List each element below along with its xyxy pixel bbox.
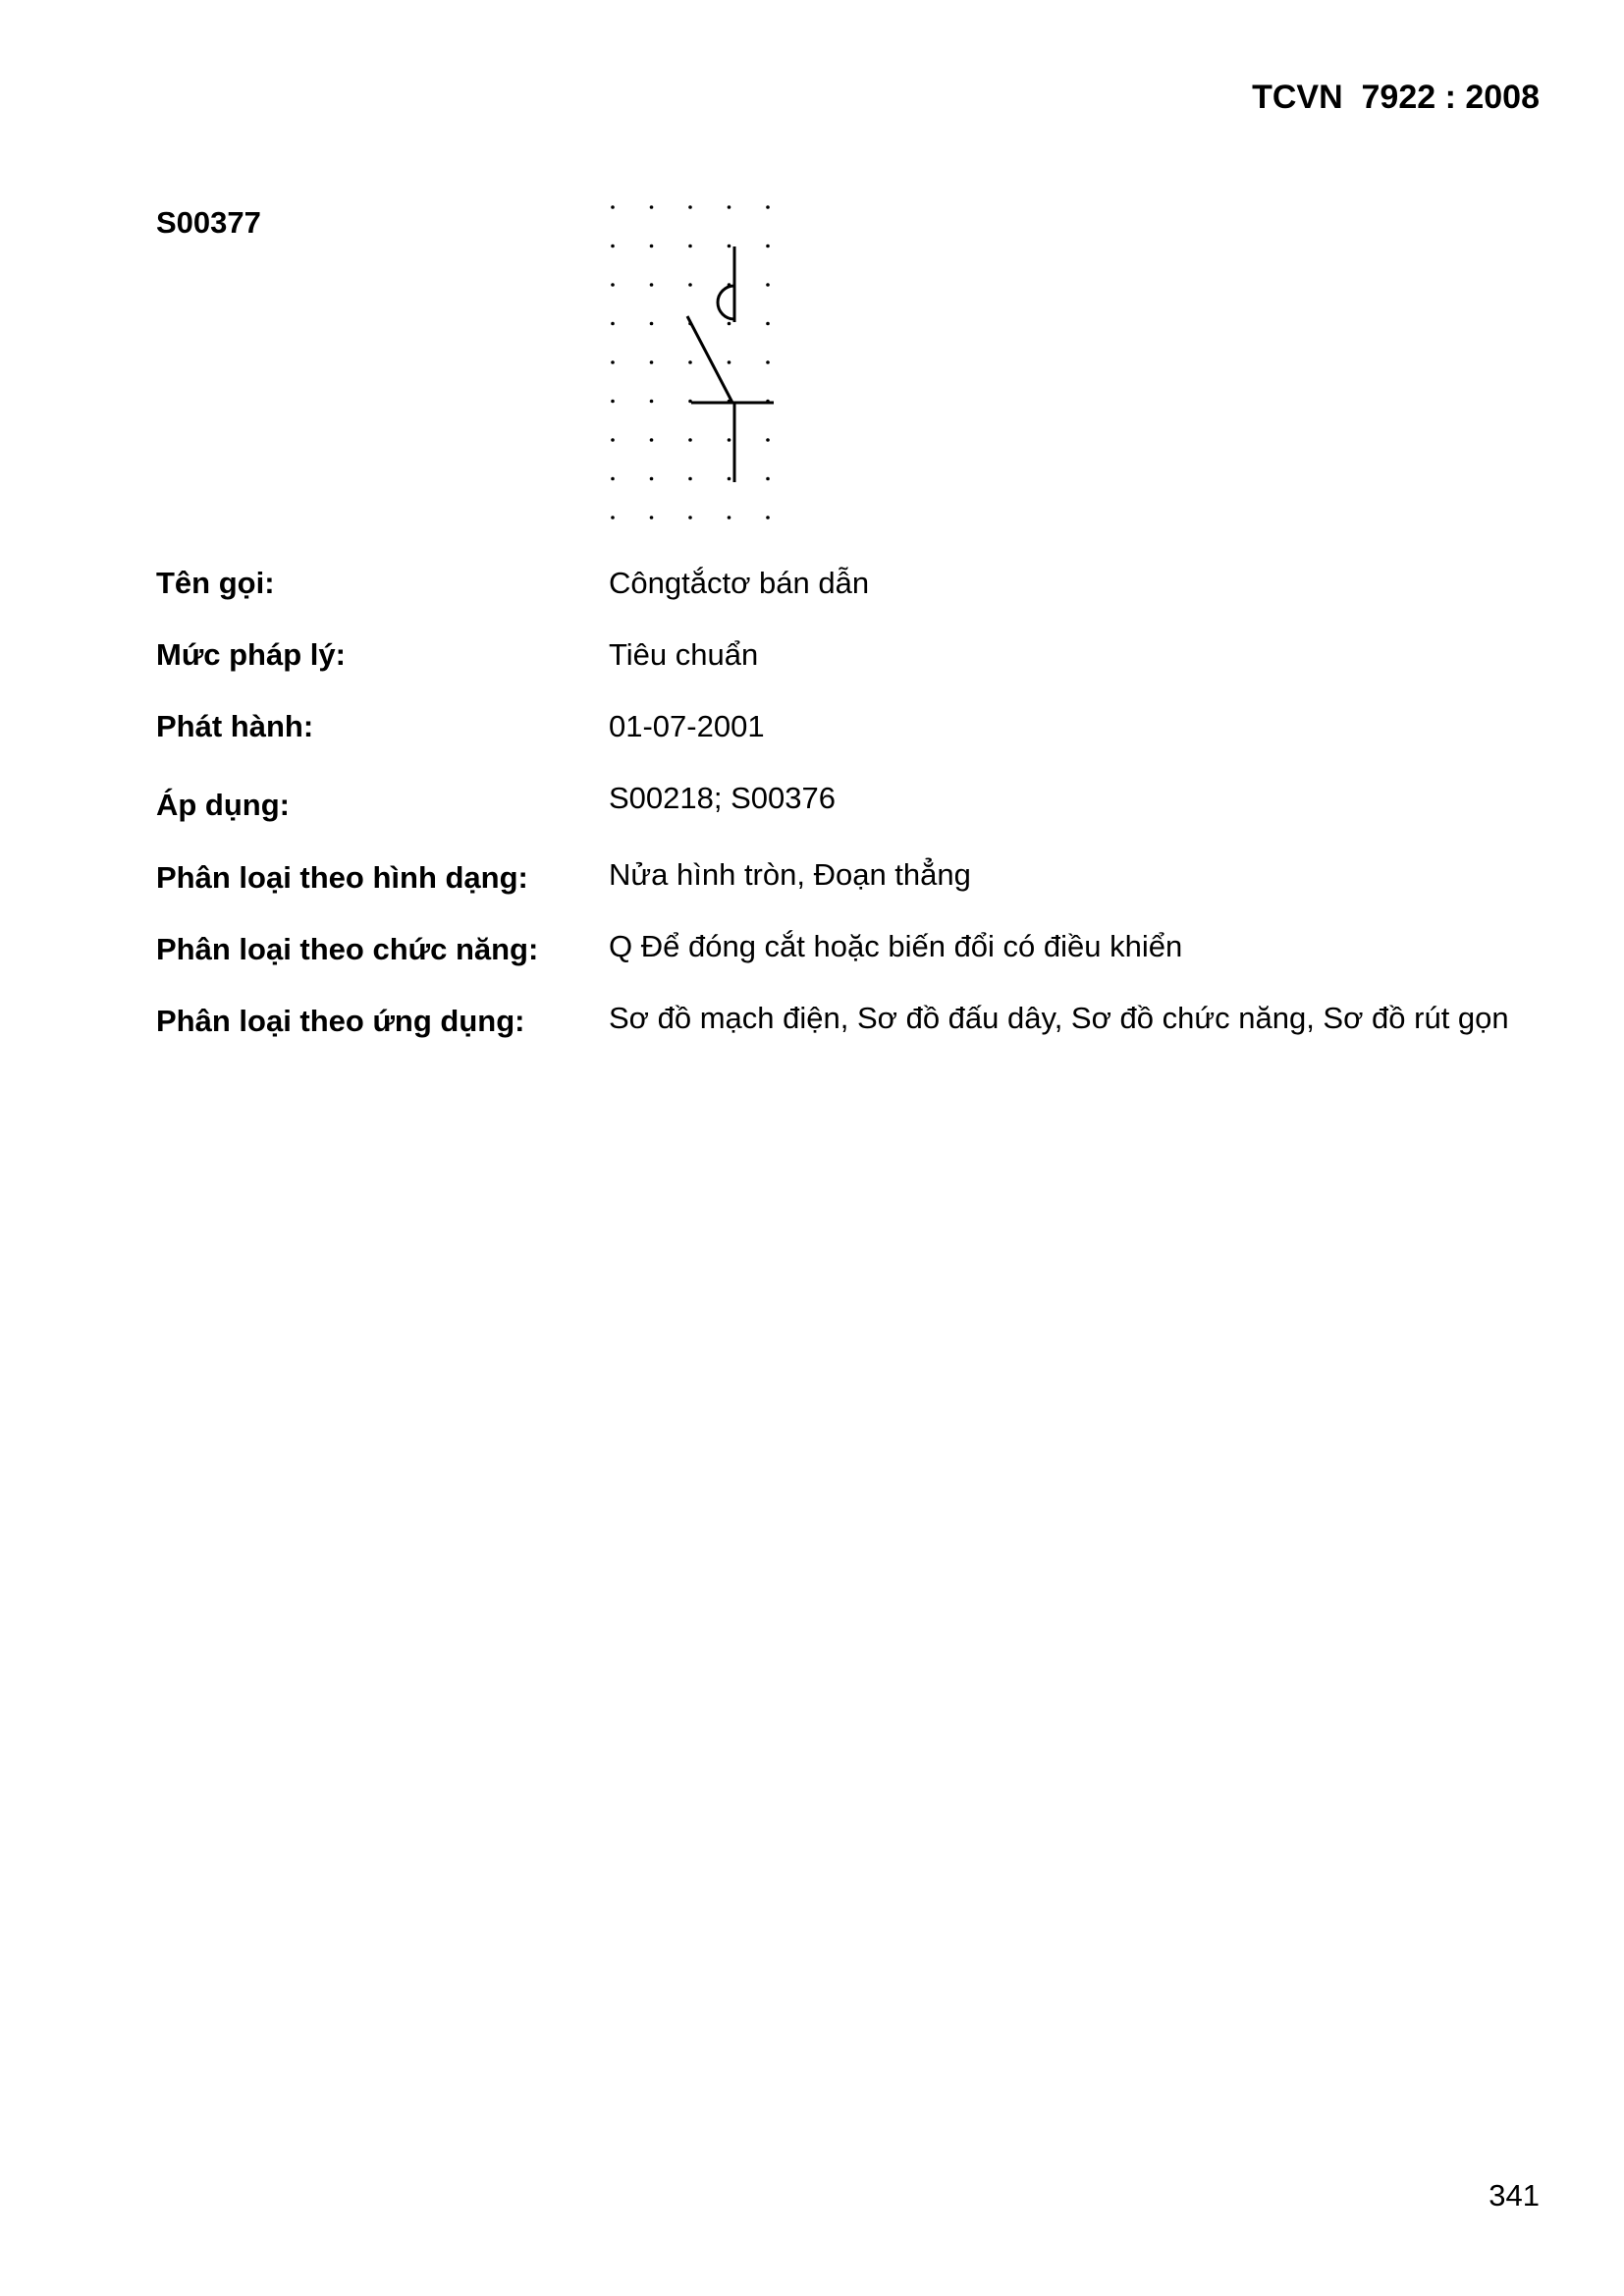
field-value-chuc-nang: Q Để đóng cắt hoặc biến đổi có điều khiển [609, 929, 1183, 963]
field-label-phat-hanh: Phát hành: [156, 709, 314, 743]
grid-dot [688, 438, 692, 442]
grid-dot [728, 245, 731, 248]
field-value-hinh-dang: Nửa hình tròn, Đoạn thẳng [609, 857, 971, 892]
field-label-ap-dung: Áp dụng: [156, 788, 291, 822]
field-value-ten-goi: Côngtắctơ bán dẫn [609, 566, 870, 600]
grid-dot [611, 360, 615, 364]
grid-dot [766, 283, 770, 287]
grid-dot [650, 400, 654, 404]
grid-dot [728, 438, 731, 442]
grid-dot [688, 245, 692, 248]
field-label-ten-goi: Tên gọi: [156, 566, 275, 600]
grid-dot [728, 360, 731, 364]
contactor-semicircle [718, 286, 734, 319]
grid-dot [611, 400, 615, 404]
symbol-lines [687, 246, 774, 482]
grid-dot [650, 360, 654, 364]
field-label-hinh-dang: Phân loại theo hình dạng: [156, 860, 528, 895]
field-label-muc-phap-ly: Mức pháp lý: [156, 637, 346, 672]
field-value-muc-phap-ly: Tiêu chuẩn [609, 637, 759, 672]
grid-dot [650, 438, 654, 442]
grid-dot [650, 516, 654, 519]
grid-dot [650, 205, 654, 209]
field-value-ap-dung: S00218; S00376 [609, 781, 836, 815]
grid-dot [688, 477, 692, 481]
grid-dot [728, 516, 731, 519]
field-label-ung-dung: Phân loại theo ứng dụng: [156, 1004, 525, 1038]
grid-dot [611, 322, 615, 326]
grid-dot [688, 283, 692, 287]
grid-dot [611, 516, 615, 519]
grid-dot [766, 477, 770, 481]
field-value-phat-hanh: 01-07-2001 [609, 709, 765, 743]
grid-dot [611, 205, 615, 209]
symbol-code: S00377 [156, 205, 261, 240]
grid-dot [766, 438, 770, 442]
grid-dot [650, 322, 654, 326]
page-number: 341 [1489, 2178, 1540, 2213]
field-label-chuc-nang: Phân loại theo chức năng: [156, 932, 539, 966]
standard-header: TCVN 7922 : 2008 [1252, 79, 1540, 116]
grid-dot [728, 322, 731, 326]
symbol-dot-grid [611, 205, 770, 519]
grid-dot [611, 245, 615, 248]
grid-dot [766, 322, 770, 326]
grid-dot [766, 360, 770, 364]
grid-dot [766, 245, 770, 248]
grid-dot [611, 477, 615, 481]
field-value-ung-dung: Sơ đồ mạch điện, Sơ đồ đấu dây, Sơ đồ chức năng, Sơ đồ rút gọn [609, 1001, 1509, 1035]
grid-dot [766, 205, 770, 209]
grid-dot [728, 477, 731, 481]
grid-dot [728, 205, 731, 209]
grid-dot [611, 438, 615, 442]
semiconductor-contactor-icon [601, 192, 797, 536]
grid-dot [650, 245, 654, 248]
grid-dot [688, 205, 692, 209]
grid-dot [688, 360, 692, 364]
grid-dot [650, 477, 654, 481]
grid-dot [650, 283, 654, 287]
grid-dot [688, 516, 692, 519]
switch-blade-line [687, 316, 732, 403]
grid-dot [766, 516, 770, 519]
grid-dot [611, 283, 615, 287]
